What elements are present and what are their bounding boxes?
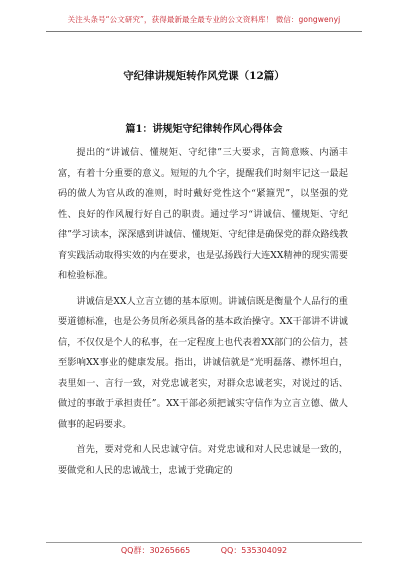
- footer-qq-contact: QQ：535304092: [220, 546, 288, 555]
- header-divider: [46, 31, 362, 32]
- document-title: 守纪律讲规矩转作风党课（12篇）: [123, 70, 285, 82]
- body-paragraph: 提出的“讲诚信、懂规矩、守纪律”三大要求，言简意赅、内涵丰富，有着十分重要的意义。短短的九个字，提醒我们时刻牢记这一最起码的做人为官从政的准则，时时戴好党性这个“紧箍咒”，以坚强的党性、良好的作风履行好自己的职责。通过学习“讲诚信、懂规矩、守纪律”学习读本，深深感到讲诚信、懂规矩、守纪律是确保党的群众路线教育实践活动取得实效的内在要求，也是弘扬践行大连XX精神的现实需要和检验标准。: [58, 147, 348, 281]
- body-paragraph: 首先，要对党和人民忠诚守信。对党忠诚和对人民忠诚是一致的，要做党和人民的忠诚战士，忠诚于党确定的: [58, 444, 348, 476]
- page-footer: [0, 545, 408, 556]
- body-paragraph: 讲诚信是XX人立言立德的基本原则。讲诚信既是衡量个人品行的重要道德标准，也是公务员所必须具备的基本政治操守。XX干部讲不讲诚信，不仅仅是个人的私事，在一定程度上也代表着XX部门的公信力，甚至影响XX事业的健康发展。指出，讲诚信就是“光明磊落、襟怀坦白，表里如一、言行一致，对党忠诚老实，对群众忠诚老实，对说过的话、做过的事敢于承担责任”。XX干部必须把诚实守信作为立言立德、做人做事的起码要求。: [58, 295, 348, 430]
- page-header-banner: 关注头条号“公文研究”，获得最新最全最专业的公文资料库！ 微信：gongwenyj: [67, 15, 341, 24]
- section-title: 篇1：讲规矩守纪律转作风心得体会: [125, 124, 283, 135]
- footer-qq-group: QQ群：30265665: [120, 546, 191, 555]
- document-body: [58, 143, 348, 486]
- footer-divider: [46, 542, 362, 543]
